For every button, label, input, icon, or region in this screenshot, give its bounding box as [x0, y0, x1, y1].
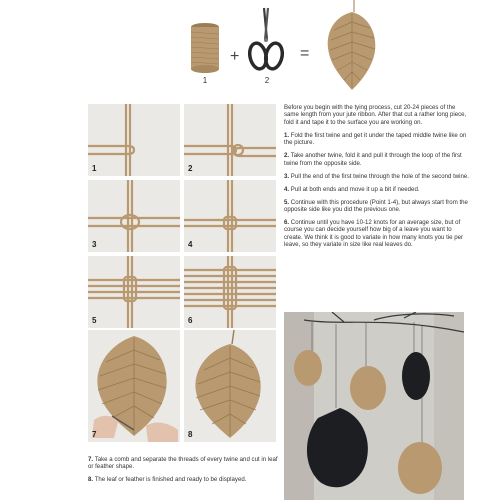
step-photo-number: 8 — [188, 430, 193, 439]
step-instruction: 6. Continue until you have 10-12 knots for an average size, but of course you can decide yourself how big of a leave you want to create. We think it is good to variate in how many knots you tie per leave, so they variate in size like real leaves do. — [284, 219, 464, 249]
final-steps-text — [88, 456, 280, 488]
step-instruction: 5. Continue with this procedure (Point 1-4), but always start from the opposite side like you did the previous one. — [284, 198, 468, 214]
step-photo-6 — [184, 256, 276, 328]
materials-header — [160, 0, 400, 95]
step-instruction: 4. Pull at both ends and move it up a bit if needed. — [284, 185, 420, 193]
step-photo-number: 4 — [188, 240, 193, 249]
jute-spool-icon — [185, 22, 225, 74]
step-photo-2 — [184, 104, 276, 176]
step-photo-4 — [184, 180, 276, 252]
step-photo-3 — [88, 180, 180, 252]
step-photo-7 — [88, 330, 180, 442]
material-number-2: 2 — [264, 76, 270, 85]
step-photo-number: 3 — [92, 240, 97, 249]
step-instruction: 2. Take another twine, fold it and pull it through the loop of the first twine from the opposite side. — [284, 152, 462, 167]
display-photo — [284, 312, 464, 500]
instructions-text — [284, 104, 470, 254]
step-photo-8 — [184, 330, 276, 442]
equals-sign: = — [300, 45, 310, 62]
step-photo-number: 6 — [188, 316, 193, 325]
step-photo-5 — [88, 256, 180, 328]
step-photo-number: 7 — [92, 430, 97, 439]
plus-sign: + — [230, 48, 240, 65]
finished-leaf-image — [322, 0, 382, 92]
intro-paragraph: Before you begin with the tying process, cut 20-24 pieces of the same length from your jute ribbon. After that cut a rather long piece, fold it and tape it to the surface you are working on. — [284, 104, 467, 126]
material-number-1: 1 — [202, 76, 208, 85]
step-instruction: 7. Take a comb and separate the threads of every twine and cut in leaf or feather shape. — [88, 456, 278, 471]
step-instruction: 1. Fold the first twine and get it under the taped middle twine like on the picture. — [284, 131, 467, 147]
step-instruction: 3. Pull the end of the first twine through the hole of the second twine. — [284, 172, 469, 180]
scissors-icon — [248, 6, 284, 72]
step-photo-1 — [88, 104, 180, 176]
step-photo-number: 2 — [188, 164, 193, 173]
step-instruction: 8. The leaf or feather is finished and ready to be displayed. — [88, 475, 247, 483]
step-photo-number: 1 — [92, 164, 97, 173]
step-photo-number: 5 — [92, 316, 97, 325]
